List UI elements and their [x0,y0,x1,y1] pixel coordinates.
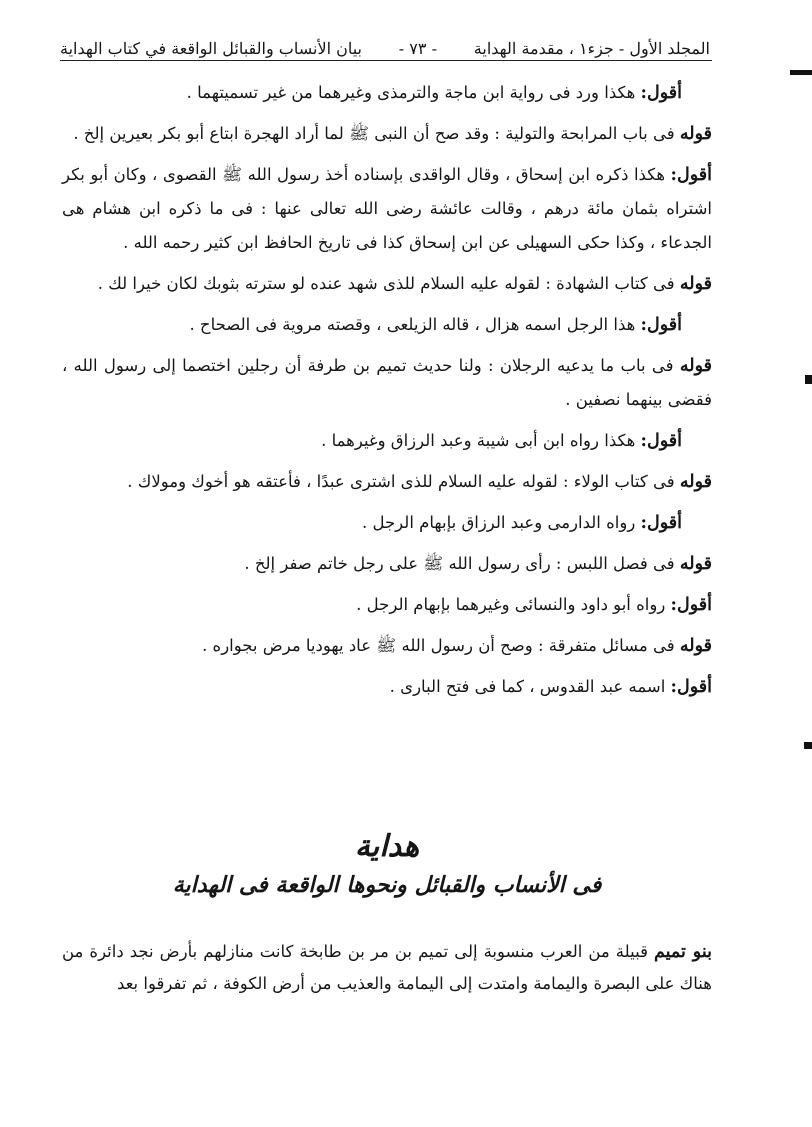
entry-qawluhu [62,629,712,663]
entry-text: فى فصل اللبس : رأى رسول الله ﷺ على رجل خاتم صفر إلخ . [244,554,680,573]
entry-label: قوله [679,124,712,144]
entry-aqul [62,76,712,110]
commentary-body [62,76,712,711]
entry-aqul [62,424,712,458]
entry-label: قوله [679,554,712,574]
entry-label: أقول: [670,595,712,615]
entry-label: قوله [679,636,712,656]
entry-qawluhu [62,267,712,301]
entry-label: أقول: [640,513,682,533]
entry-label: قوله [679,472,712,492]
entry-aqul [62,588,712,622]
entry-qawluhu [62,349,712,417]
header-volume: المجلد الأول - جزء١ ، مقدمة الهداية [473,39,710,58]
entry-text: فى مسائل متفرقة : وصح أن رسول الله ﷺ عاد يهوديا مرض بجواره . [202,636,680,655]
entry-qawluhu [62,547,712,581]
entry-text: فى كتاب الشهادة : لقوله عليه السلام للذى شهد عنده لو سترته بثوبك لكان خيرا لك . [97,274,680,293]
entry-text: اسمه عبد القدوس ، كما فى فتح البارى . [389,677,671,696]
entry-text: هكذا ورد فى رواية ابن ماجة والترمذى وغيرهما من غير تسميتهما . [186,83,641,102]
scan-artifact-mark [790,70,812,75]
tribe-description: قبيلة من العرب منسوبة إلى تميم بن مر بن طابخة كانت منازلهم بأرض نجد دائرة من هناك على البصرة واليمامة وامتدت إلى اليمامة والعذيب من أرض الكوفة ، ثم تفرقوا بعد [62,942,712,993]
section-heading [62,826,712,902]
scan-artifact-mark [805,375,812,384]
tribe-name: بنو تميم [654,942,712,962]
entry-text: فى باب ما يدعيه الرجلان : ولنا حديث تميم بن طرفة أن رجلين اختصما إلى رسول الله ، فقضى بينهما نصفين . [62,356,712,409]
entry-label: أقول: [670,677,712,697]
entry-text: هكذا رواه ابن أبى شيبة وعبد الرزاق وغيرهما . [321,431,641,450]
entry-text: هذا الرجل اسمه هزال ، قاله الزيلعى ، وقصته مروية فى الصحاح . [189,315,641,334]
entry-text: رواه أبو داود والنسائى وغيرهما بإبهام الرجل . [356,595,671,614]
entry-aqul [62,506,712,540]
header-page-number: - ٧٣ - [398,39,437,58]
header-chapter-title: بيان الأنساب والقبائل الواقعة في كتاب الهداية [60,39,362,58]
entry-label: أقول: [640,431,682,451]
entry-label: قوله [679,274,712,294]
header-rule [60,60,712,61]
entry-aqul [62,158,712,260]
tribe-paragraph [62,936,712,1000]
entry-aqul [62,670,712,704]
entry-qawluhu [62,117,712,151]
entry-label: أقول: [670,165,712,185]
entry-text: فى باب المرابحة والتولية : وقد صح أن النبى ﷺ لما أراد الهجرة ابتاع أبو بكر بعيرين إلخ . [73,124,680,143]
entry-text: هكذا ذكره ابن إسحاق ، وقال الواقدى بإسناده أخذ رسول الله ﷺ القصوى ، وكان أبو بكر اشتراه بثمان مائة درهم ، وقالت عائشة رضى الله تعالى عنها : فى ما ذكره ابن هشام هى الجدعاء ، وكذا حكى السهيلى عن ابن إسحاق كذا فى تاريخ الحافظ ابن كثير رحمه الله . [62,165,712,252]
entry-text: فى كتاب الولاء : لقوله عليه السلام للذى اشترى عبدًا ، فأعتقه هو أخوك ومولاك . [127,472,680,491]
entry-label: أقول: [640,83,682,103]
entry-text: رواه الدارمى وعبد الرزاق بإبهام الرجل . [362,513,641,532]
section-title: هداية [354,829,420,864]
scan-artifact-mark [804,742,812,749]
running-header [60,26,710,60]
entry-aqul [62,308,712,342]
entry-label: أقول: [640,315,682,335]
entry-label: قوله [679,356,712,376]
section-subtitle: فى الأنساب والقبائل ونحوها الواقعة فى الهداية [172,872,602,898]
entry-qawluhu [62,465,712,499]
